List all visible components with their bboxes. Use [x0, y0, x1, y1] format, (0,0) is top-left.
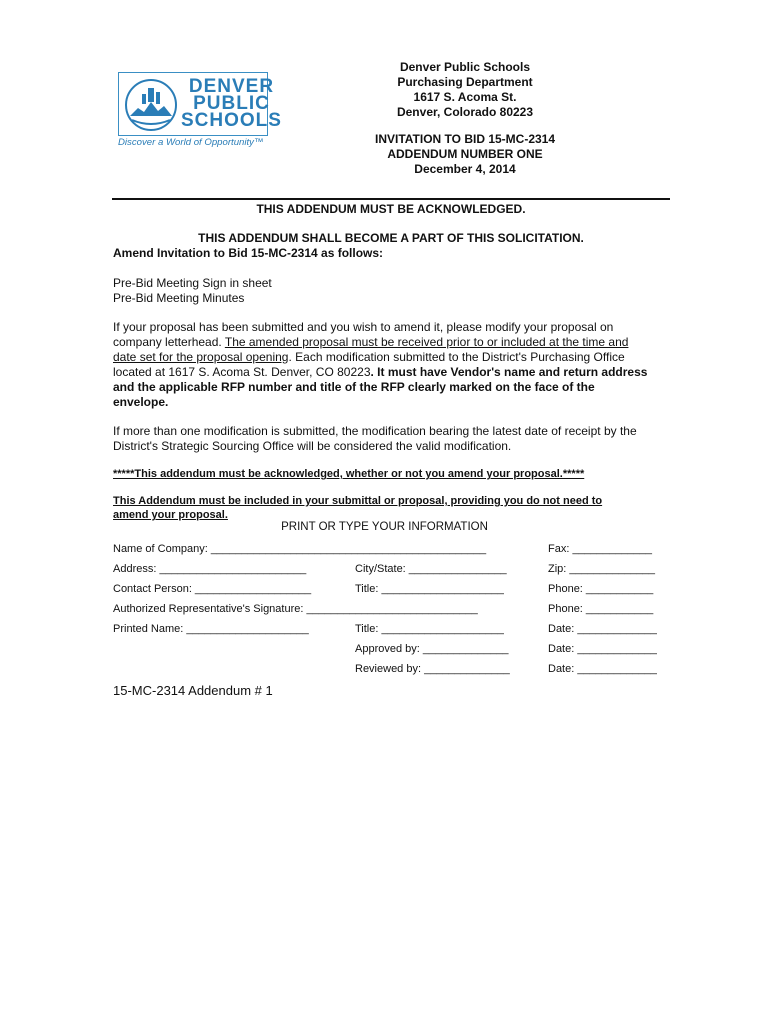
reviewed-by-field[interactable]: Reviewed by: ______________ [355, 663, 510, 675]
approved-by-field[interactable]: Approved by: ______________ [355, 643, 509, 655]
city-state-field[interactable]: City/State: ________________ [355, 563, 507, 575]
acknowledge-line: *****This addendum must be acknowledged, whether or not you amend your proposal.***** [113, 468, 585, 480]
reviewed-date-field[interactable]: Date: _____________ [548, 663, 657, 675]
department-name: Purchasing Department [397, 75, 533, 89]
list-item: Pre-Bid Meeting Minutes [113, 291, 245, 305]
street-address: 1617 S. Acoma St. [413, 90, 517, 104]
logo-wordmark [181, 78, 282, 129]
multiple-modification-paragraph: If more than one modification is submitted, the modification bearing the latest date of receipt by the District's Strategic Sourcing Office will be considered the valid modification. [113, 424, 637, 453]
para-text: . Each modification submitted to the District's Purchasing Office located at 1617 S. Acoma St. Denver, CO 80223 [113, 350, 625, 379]
representative-phone-field[interactable]: Phone: ___________ [548, 603, 654, 615]
contact-person-field[interactable]: Contact Person: ___________________ [113, 583, 312, 595]
fax-field[interactable]: Fax: _____________ [548, 543, 652, 555]
form-heading: PRINT OR TYPE YOUR INFORMATION [281, 521, 488, 533]
company-name-field[interactable]: Name of Company: _____________________________________________ [113, 543, 487, 555]
logo-line-2: PUBLIC [193, 93, 270, 114]
logo-tagline: Discover a World of Opportunity™ [118, 137, 264, 148]
amend-intro: Amend Invitation to Bid 15-MC-2314 as follows: [113, 246, 384, 260]
addendum-date: December 4, 2014 [414, 162, 516, 176]
include-addendum-line: This Addendum must be included in your submittal or proposal, providing you do not need to amend your proposal. [113, 495, 603, 521]
address-field[interactable]: Address: ________________________ [113, 563, 307, 575]
notice-acknowledge: THIS ADDENDUM MUST BE ACKNOWLEDGED. [256, 202, 526, 216]
zip-field[interactable]: Zip: ______________ [548, 563, 656, 575]
contact-phone-field[interactable]: Phone: ___________ [548, 583, 654, 595]
signature-date-field[interactable]: Date: _____________ [548, 623, 657, 635]
approved-date-field[interactable]: Date: _____________ [548, 643, 657, 655]
list-item: Pre-Bid Meeting Sign in sheet [113, 276, 272, 290]
modification-paragraph [113, 320, 653, 410]
amended-items-list [113, 276, 658, 306]
dps-emblem-icon [124, 78, 178, 132]
page-footer: 15-MC-2314 Addendum # 1 [113, 683, 273, 698]
para-bold-text: . It must have Vendor's name and return address and the applicable RFP number and title of the RFP clearly marked on the face of the envelope. [113, 365, 648, 409]
org-name: Denver Public Schools [399, 60, 531, 74]
printed-name-field[interactable]: Printed Name: ____________________ [113, 623, 309, 635]
document-header [360, 60, 570, 177]
header-divider [112, 198, 670, 200]
invitation-number: INVITATION TO BID 15-MC-2314 [374, 132, 556, 146]
para-underlined-text: The amended proposal must be received prior to or included at the time and date set for the proposal opening [113, 335, 629, 364]
notice-part-of-solicitation: THIS ADDENDUM SHALL BECOME A PART OF THIS SOLICITATION. [198, 231, 584, 245]
logo-line-1: DENVER [188, 76, 275, 97]
city-address: Denver, Colorado 80223 [396, 105, 534, 119]
logo-line-3: SCHOOLS [181, 110, 282, 131]
contact-title-field[interactable]: Title: ____________________ [355, 583, 504, 595]
printed-title-field[interactable]: Title: ____________________ [355, 623, 504, 635]
signature-field[interactable]: Authorized Representative's Signature: ____________________________ [113, 603, 478, 615]
para-text: If your proposal has been submitted and you wish to amend it, please modify your proposal on company letterhead. [113, 320, 614, 349]
addendum-number: ADDENDUM NUMBER ONE [387, 147, 543, 161]
